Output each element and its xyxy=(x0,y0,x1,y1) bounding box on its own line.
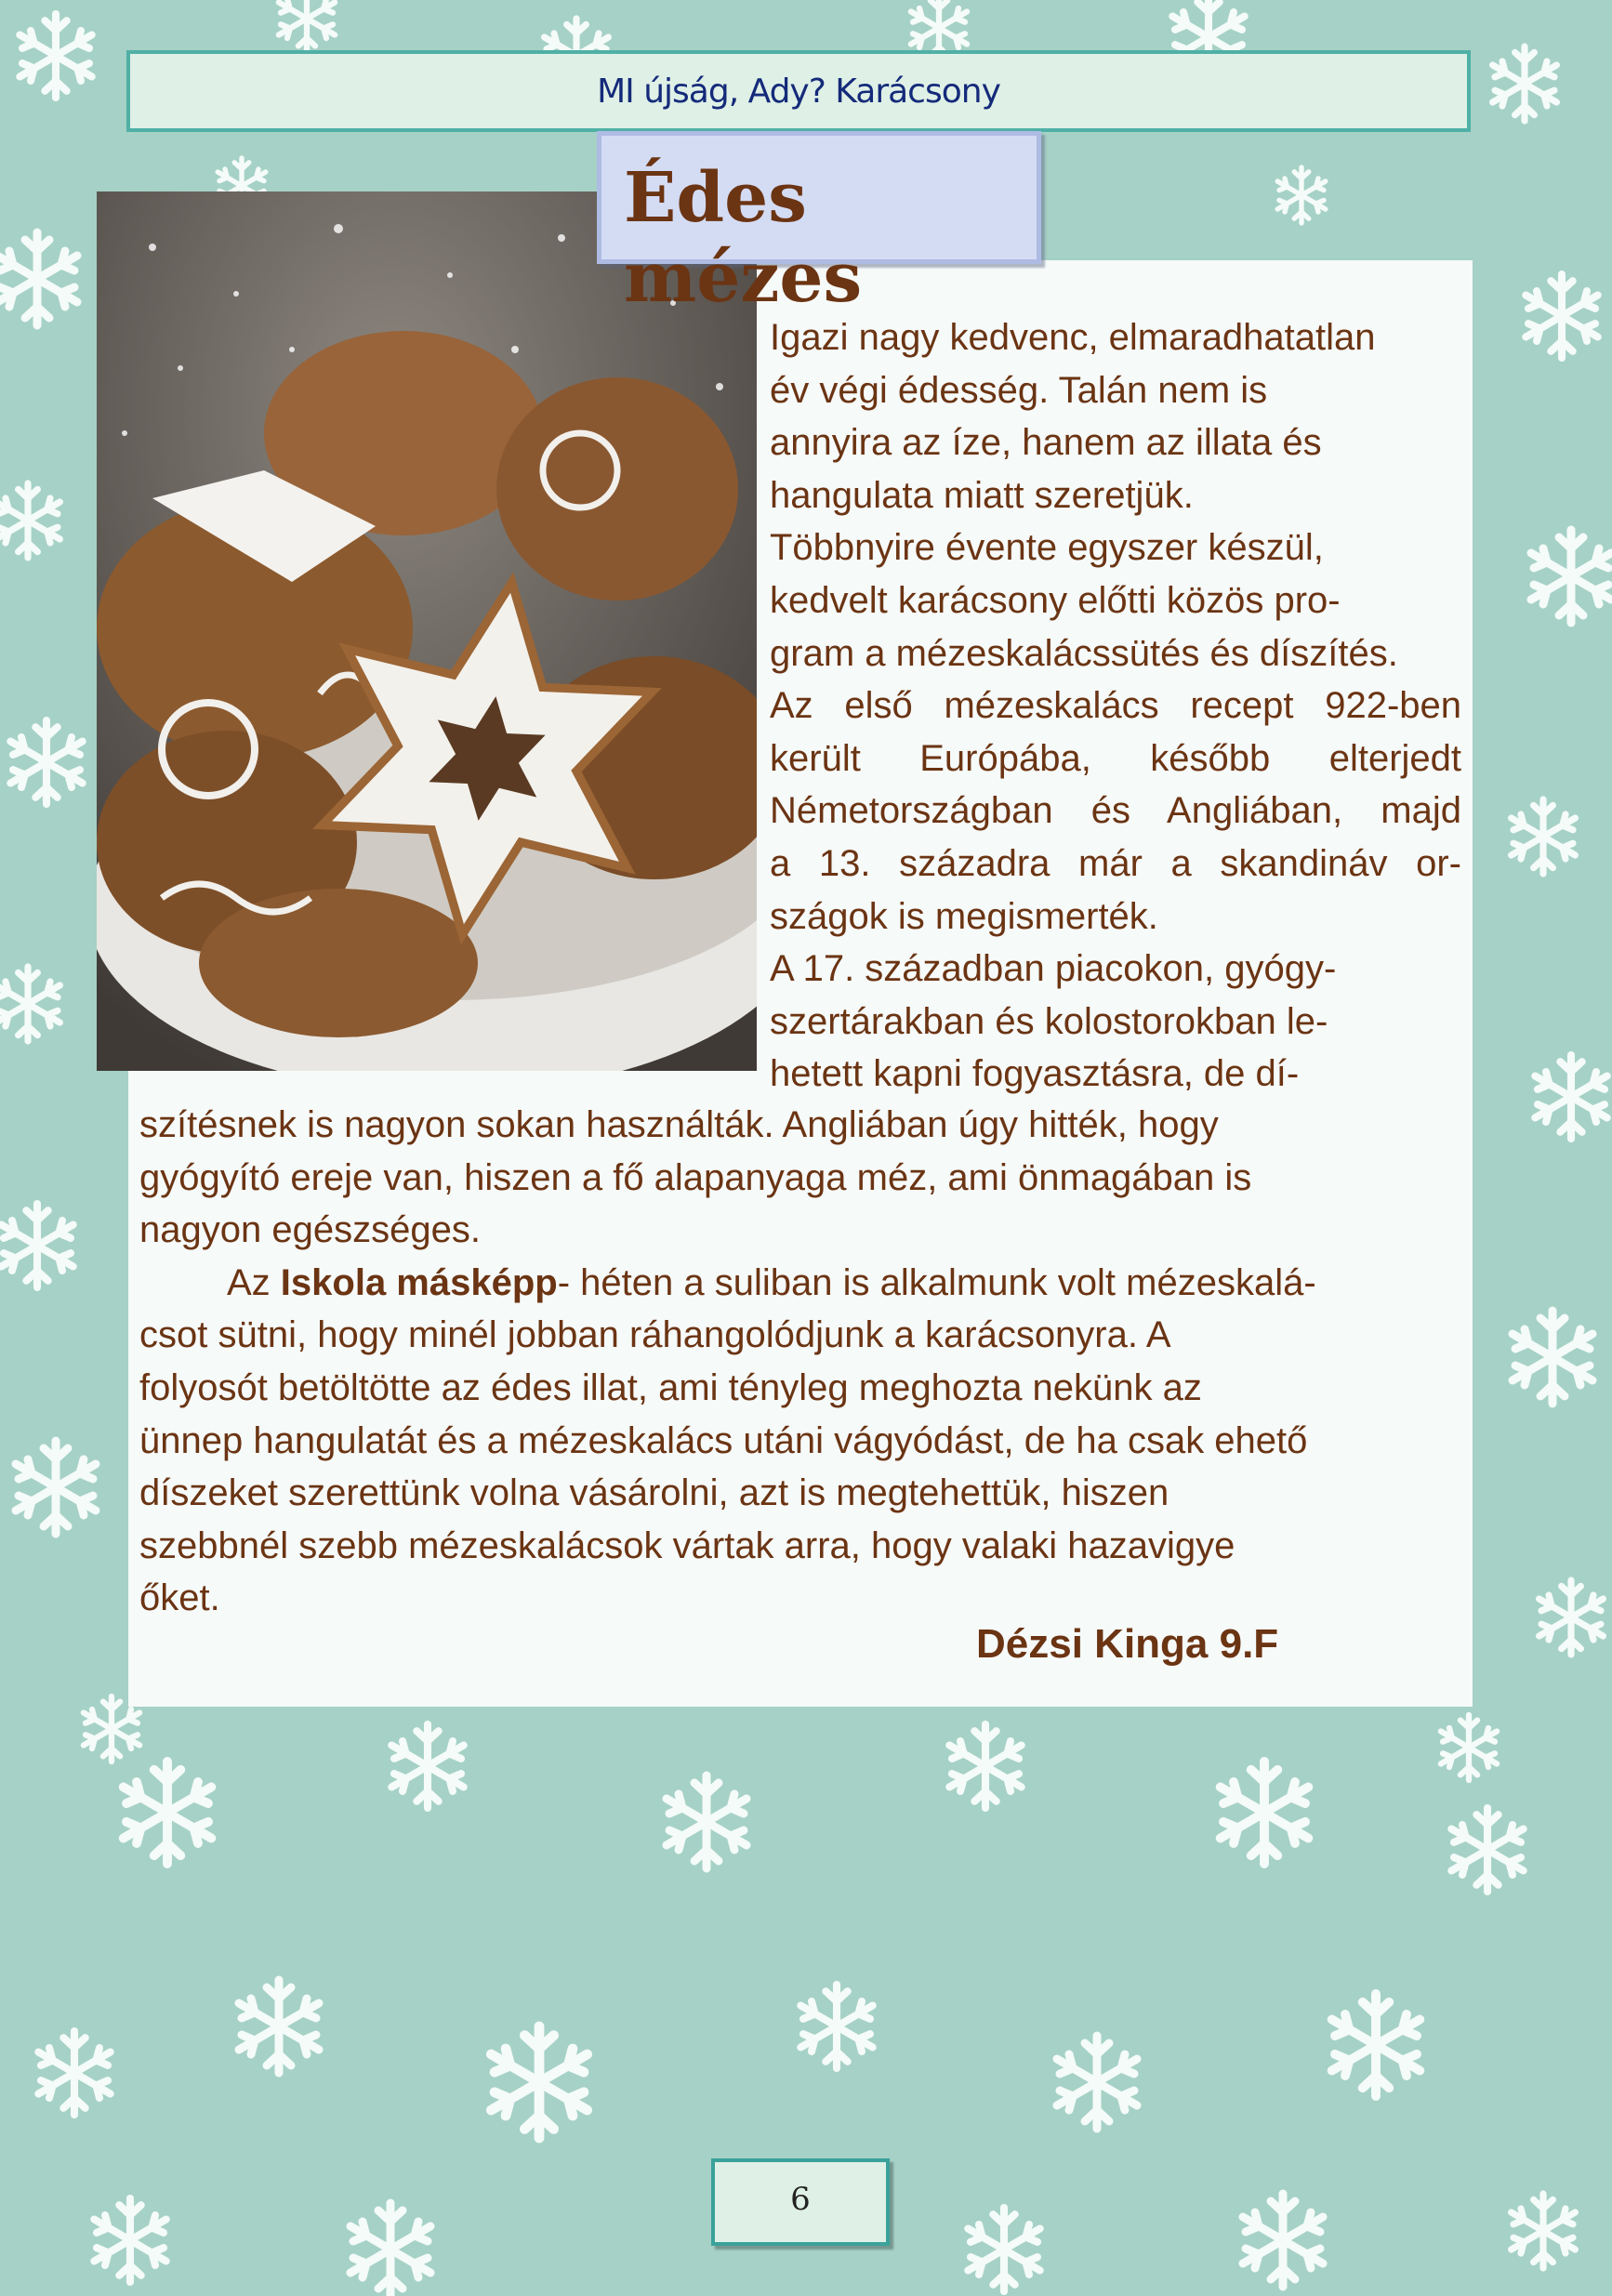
article-author: Dézsi Kinga 9.F xyxy=(976,1621,1279,1667)
body-line: szertárakban és kolostorokban le- xyxy=(770,1000,1328,1042)
body-line: került Európába, később elterjedt xyxy=(770,737,1461,779)
body-line: Többnyire évente egyszer készül, xyxy=(770,527,1324,569)
article-body-full xyxy=(139,1099,1441,1625)
body-line: gram a mézeskalácssütés és díszítés. xyxy=(770,632,1398,674)
body-line: év végi édesség. Talán nem is xyxy=(770,369,1268,411)
body-line: Németországban és Angliában, majd xyxy=(770,790,1461,832)
body-line: szágok is megismerték. xyxy=(770,895,1158,937)
body-line: őket. xyxy=(139,1577,220,1619)
body-line: csot sütni, hogy minél jobban ráhangolódjunk a karácsonyra. A xyxy=(139,1314,1171,1356)
newsletter-title: MI újság, Ady? Karácsony xyxy=(597,73,1000,111)
para2-first-rest: - héten a suliban is alkalmunk volt mézeskalá- xyxy=(557,1261,1316,1303)
article-body-wrapped xyxy=(770,311,1461,1101)
body-line: szebbnél szebb mézeskalácsok vártak arra, hogy valaki hazavigye xyxy=(139,1524,1235,1566)
body-line: folyosót betöltötte az édes illat, ami tényleg meghozta nekünk az xyxy=(139,1366,1202,1408)
page-number: 6 xyxy=(790,2181,811,2218)
body-line: ünnep hangulatát és a mézeskalács utáni vágyódást, de ha csak ehető xyxy=(139,1419,1308,1461)
body-line: gyógyító ereje van, hiszen a fő alapanyaga méz, ami önmagában is xyxy=(139,1156,1252,1198)
body-line: kedvelt karácsony előtti közös pro- xyxy=(770,579,1341,621)
body-line: nagyon egészséges. xyxy=(139,1209,481,1251)
body-line: Igazi nagy kedvenc, elmaradhatatlan xyxy=(770,317,1376,358)
body-line: Az első mézeskalács recept 922-ben xyxy=(770,685,1461,727)
body-line: hetett kapni fogyasztásra, de dí- xyxy=(770,1053,1300,1095)
page-number-box xyxy=(711,2158,890,2246)
newsletter-header xyxy=(126,50,1471,132)
body-line: hangulata miatt szeretjük. xyxy=(770,474,1194,516)
gingerbread-cookies-photo xyxy=(97,191,757,1071)
article-title-box xyxy=(597,131,1041,318)
article-title: Édes mézes xyxy=(624,158,863,318)
paragraph-two-first-line xyxy=(139,1257,1441,1310)
para2-prefix: Az xyxy=(227,1261,281,1303)
body-line: A 17. században piacokon, gyógy- xyxy=(770,948,1337,990)
body-line: díszeket szerettünk volna vásárolni, azt is megtehettük, hiszen xyxy=(139,1472,1169,1514)
body-line: annyira az íze, hanem az illata és xyxy=(770,422,1322,464)
body-line: szítésnek is nagyon sokan használták. Angliában úgy hitték, hogy xyxy=(139,1104,1219,1145)
iskola-maskepp-bold: Iskola másképp xyxy=(280,1261,558,1303)
body-line: a 13. századra már a skandináv or- xyxy=(770,842,1461,884)
